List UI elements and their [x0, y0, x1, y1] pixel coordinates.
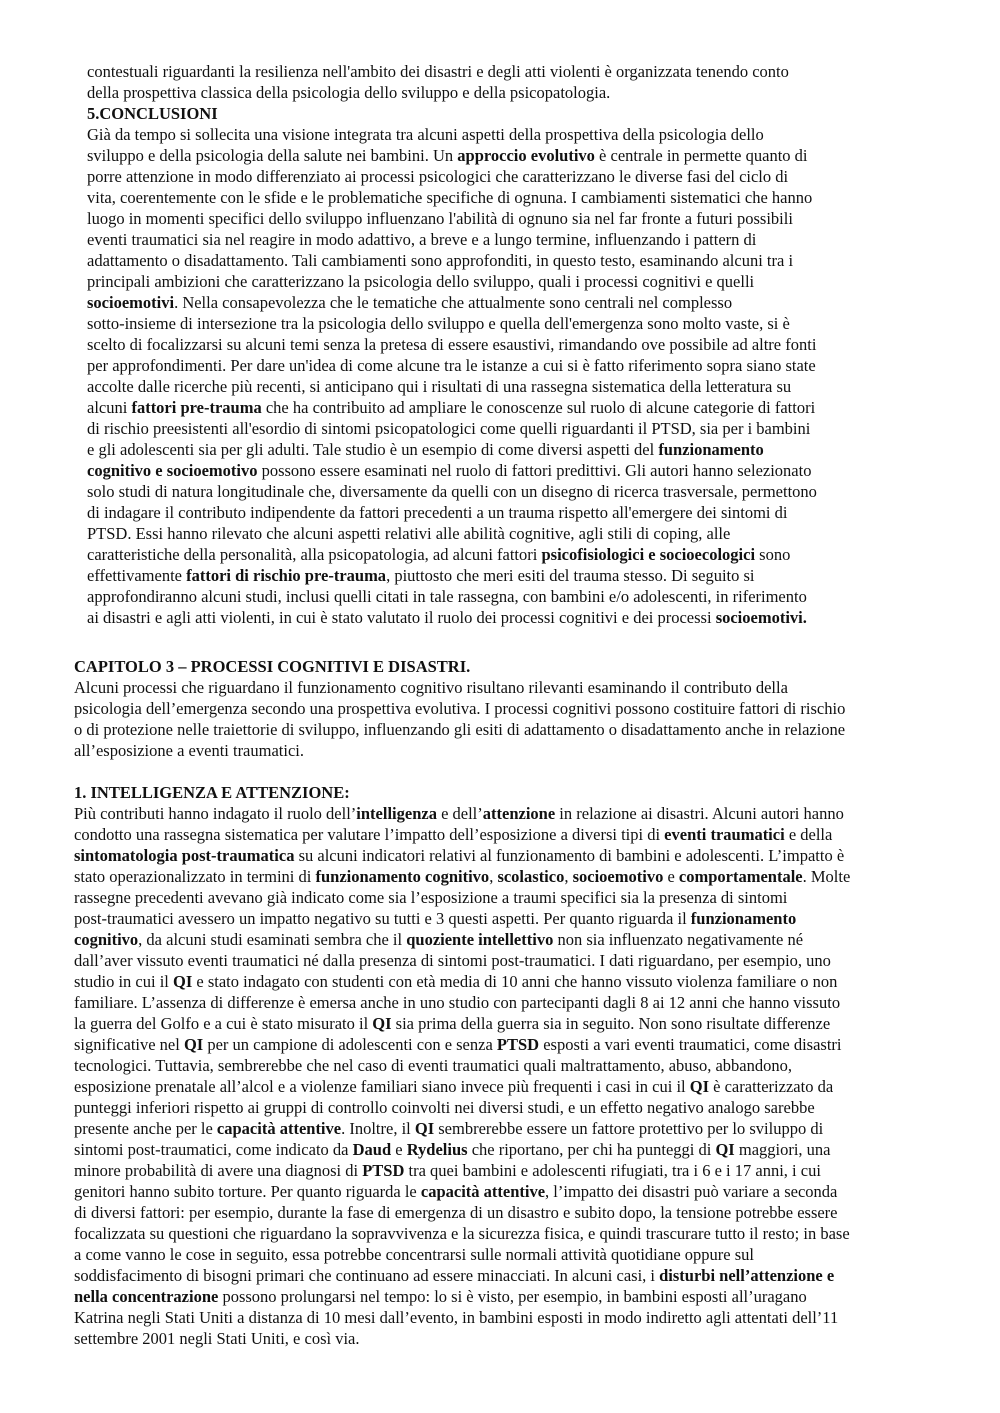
- text-line: cognitivo e socioemotivo possono essere esaminati nel ruolo di fattori predittivi. Gli autori hanno selezionato: [87, 461, 812, 480]
- text-line: socioemotivi. Nella consapevolezza che le tematiche che attualmente sono centrali nel complesso: [87, 293, 733, 312]
- text-line: post-traumatici avessero un impatto negativo su tutti e 3 questi aspetti. Per quanto riguarda il funzionamento: [74, 909, 797, 928]
- text-line: psicologia dell’emergenza secondo una prospettiva evolutiva. I processi cognitivi possono costituire fattori di rischio: [74, 699, 846, 718]
- text-line: punteggi inferiori rispetto ai gruppi di controllo coinvolti nei diversi studi, e un effetto negativo analogo sarebbe: [74, 1098, 815, 1117]
- text-line: esposizione prenatale all’alcol e a violenze familiari siano invece più frequenti i casi in cui il QI è caratterizzato da: [74, 1077, 834, 1096]
- text-line: Alcuni processi che riguardano il funzionamento cognitivo risultano rilevanti esaminando il contributo della: [74, 678, 788, 697]
- text-line: vita, coerentemente con le sfide e le problematiche specifiche di ognuna. I cambiamenti sistematici che hanno: [87, 188, 813, 207]
- text-line: stato operazionalizzato in termini di funzionamento cognitivo, scolastico, socioemotivo e comportamentale. Molte: [74, 867, 851, 886]
- text-line: effettivamente fattori di rischio pre-trauma, piuttosto che meri esiti del trauma stesso. Di seguito si: [87, 566, 755, 585]
- text-line: significative nel QI per un campione di adolescenti con e senza PTSD esposti a vari eventi traumatici, come disastri: [74, 1035, 842, 1054]
- text-line: dall’aver vissuto eventi traumatici né dalla presenza di sintomi post-traumatici. I dati riguardano, per esempio, uno: [74, 951, 831, 970]
- text-line: solo studi di natura longitudinale che, diversamente da quelli con un disegno di ricerca trasversale, permettono: [87, 482, 817, 501]
- text-line: o di protezione nelle traiettorie di sviluppo, influenzando gli esiti di adattamento o disadattamento anche in relazione: [74, 720, 846, 739]
- heading-text: 1. INTELLIGENZA E ATTENZIONE:: [74, 783, 350, 802]
- text-line: e gli adolescenti sia per gli adulti. Tale studio è un esempio di come diversi aspetti del funzionamento: [87, 440, 764, 459]
- text-line: rassegne precedenti avevano già indicato come sia l’esposizione a traumi specifici sia la presenza di sintomi: [74, 888, 788, 907]
- heading-text: CAPITOLO 3 – PROCESSI COGNITIVI E DISASTRI.: [74, 657, 471, 676]
- text-line: sviluppo e della psicologia della salute nei bambini. Un approccio evolutivo è centrale in permette quanto di: [87, 146, 808, 165]
- text-line: presente anche per le capacità attentive. Inoltre, il QI sembrerebbe essere un fattore protettivo per lo sviluppo di: [74, 1119, 824, 1138]
- text-line: porre attenzione in modo differenziato ai processi psicologici che caratterizzano le diverse fasi del ciclo di: [87, 167, 789, 186]
- text-line: condotto una rassegna sistematica per valutare l’impatto dell’esposizione a diversi tipi di eventi traumatici e della: [74, 825, 833, 844]
- text-line: accolte dalle ricerche più recenti, si anticipano qui i risultati di una rassegna sistematica della letteratura su: [87, 377, 792, 396]
- heading-text: 5.CONCLUSIONI: [87, 104, 218, 123]
- text-line: di diversi fattori: per esempio, durante la fase di emergenza di un disastro e subito dopo, la tensione potrebbe essere: [74, 1203, 838, 1222]
- text-line: alcuni fattori pre-trauma che ha contribuito ad ampliare le conoscenze sul ruolo di alcune categorie di fattori: [87, 398, 816, 417]
- text-line: scelto di focalizzarsi su alcuni temi senza la pretesa di essere esaustivi, rimandando ove possibile ad altre fonti: [87, 335, 817, 354]
- text-line: eventi traumatici sia nel reagire in modo adattivo, a breve e a lungo termine, influenzando i pattern di: [87, 230, 757, 249]
- text-line: principali ambizioni che caratterizzano la psicologia dello sviluppo, quali i processi cognitivi e quelli: [87, 272, 755, 291]
- text-line: approfondiranno alcuni studi, inclusi quelli citati in tale rassegna, con bambini e/o adolescenti, in riferimento: [87, 587, 807, 606]
- text-line: familiare. L’assenza di differenze è emersa anche in uno studio con partecipanti dagli 8 ai 12 anni che hanno vissuto: [74, 993, 841, 1012]
- text-line: minore probabilità di avere una diagnosi di PTSD tra quei bambini e adolescenti rifugiati, tra i 6 e i 17 anni, i cui: [74, 1161, 821, 1180]
- text-line: genitori hanno subito torture. Per quanto riguarda le capacità attentive, l’impatto dei disastri può variare a seconda: [74, 1182, 838, 1201]
- text-line: contestuali riguardanti la resilienza nell'ambito dei disastri e degli atti violenti è organizzata tenendo conto: [87, 62, 789, 81]
- text-line: nella concentrazione possono prolungarsi nel tempo: lo si è visto, per esempio, in bambini esposti all’uragano: [74, 1287, 807, 1306]
- text-line: sintomatologia post-traumatica su alcuni indicatori relativi al funzionamento di bambini e adolescenti. L’impatto è: [74, 846, 845, 865]
- text-line: PTSD. Essi hanno rilevato che alcuni aspetti relativi alle abilità cognitive, agli stili di coping, alle: [87, 524, 731, 543]
- text-line: sintomi post-traumatici, come indicato da Daud e Rydelius che riportano, per chi ha punteggi di QI maggiori, una: [74, 1140, 831, 1159]
- text-line: focalizzata su questioni che riguardano la sopravvivenza e la sicurezza fisica, e quindi trascurare tutto il resto; in base: [74, 1224, 850, 1243]
- text-line: luogo in momenti specifici dello sviluppo influenzano l'abilità di ognuno sia nel far fronte a futuri possibili: [87, 209, 793, 228]
- text-line: Katrina negli Stati Uniti a distanza di 10 mesi dall’evento, in bambini esposti in modo indiretto agli attentati dell’11: [74, 1308, 839, 1327]
- text-line: adattamento o disadattamento. Tali cambiamenti sono approfonditi, in questo testo, esaminando alcuni tra i: [87, 251, 794, 270]
- text-line: tecnologici. Tuttavia, sembrerebbe che nel caso di eventi traumatici quali maltrattamento, abuso, abbandono,: [74, 1056, 792, 1075]
- text-line: di indagare il contributo indipendente da fattori precedenti a un trauma rispetto all'emergere dei sintomi di: [87, 503, 788, 522]
- text-line: per approfondimenti. Per dare un'idea di come alcune tra le istanze a cui si è fatto riferimento sopra siano state: [87, 356, 816, 375]
- text-line: soddisfacimento di bisogni primari che continuano ad essere minacciati. In alcuni casi, i disturbi nell’attenzione e: [74, 1266, 835, 1285]
- text-line: Più contributi hanno indagato il ruolo dell’intelligenza e dell’attenzione in relazione ai disastri. Alcuni autori hanno: [74, 804, 844, 823]
- text-line: ai disastri e agli atti violenti, in cui è stato valutato il ruolo dei processi cognitivi e dei processi socioemotivi.: [87, 608, 807, 627]
- text-line: all’esposizione a eventi traumatici.: [74, 741, 304, 760]
- text-line: studio in cui il QI e stato indagato con studenti con età media di 10 anni che hanno vissuto violenza familiare o non: [74, 972, 838, 991]
- text-line: di rischio preesistenti all'esordio di sintomi psicopatologici come quelli riguardanti il PTSD, sia per i bambini: [87, 419, 811, 438]
- text-line: a come vanno le cose in seguito, essa potrebbe concentrarsi sulle normali attività quotidiane oppure sul: [74, 1245, 754, 1264]
- text-line: caratteristiche della personalità, alla psicopatologia, ad alcuni fattori psicofisiologici e socioecologici sono: [87, 545, 791, 564]
- text-line: settembre 2001 negli Stati Uniti, e così via.: [74, 1329, 360, 1348]
- text-line: Già da tempo si sollecita una visione integrata tra alcuni aspetti della prospettiva della psicologia dello: [87, 125, 764, 144]
- text-line: cognitivo, da alcuni studi esaminati sembra che il quoziente intellettivo non sia influenzato negativamente né: [74, 930, 804, 949]
- text-line: della prospettiva classica della psicologia dello sviluppo e della psicopatologia.: [87, 83, 611, 102]
- text-line: la guerra del Golfo e a cui è stato misurato il QI sia prima della guerra sia in seguito. Non sono risultate differenze: [74, 1014, 831, 1033]
- text-line: sotto-insieme di intersezione tra la psicologia dello sviluppo e quella dell'emergenza sono molto vaste, si è: [87, 314, 790, 333]
